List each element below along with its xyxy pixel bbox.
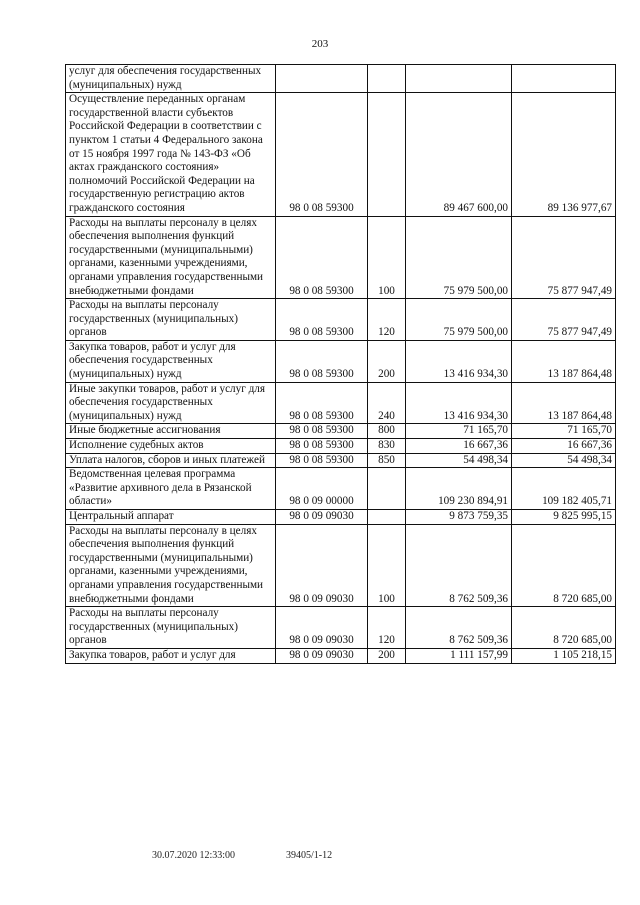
row-name-cell: Иные бюджетные ассигнования	[66, 424, 276, 439]
row-code-cell: 98 0 08 59300	[276, 340, 368, 382]
row-planned-sum-cell: 13 416 934,30	[406, 340, 512, 382]
row-planned-sum-cell: 8 762 509,36	[406, 524, 512, 607]
row-name-cell: Иные закупки товаров, работ и услуг для обеспечения государственных (муниципальных) нужд	[66, 382, 276, 424]
row-planned-sum-cell: 8 762 509,36	[406, 607, 512, 649]
row-type-cell: 200	[368, 340, 406, 382]
row-name-cell: Расходы на выплаты персоналу государственных (муниципальных) органов	[66, 607, 276, 649]
row-type-cell: 800	[368, 424, 406, 439]
row-planned-sum-cell	[406, 65, 512, 93]
table-row	[66, 299, 616, 341]
budget-table-body	[66, 65, 616, 664]
row-name-cell: Уплата налогов, сборов и иных платежей	[66, 453, 276, 468]
row-code-cell: 98 0 08 59300	[276, 439, 368, 454]
table-row	[66, 468, 616, 510]
row-executed-sum-cell: 8 720 685,00	[512, 607, 616, 649]
row-type-cell: 830	[368, 439, 406, 454]
row-code-cell: 98 0 08 59300	[276, 424, 368, 439]
table-row	[66, 510, 616, 525]
table-row	[66, 424, 616, 439]
row-name-cell: Осуществление переданных органам государственной власти субъектов Российской Федерации в соответствии с пунктом 1 статьи 4 Федерального закона от 15 ноября 1997 года № 143-ФЗ «Об актах гражданского состояния» полномочий Российской Федерации на государственную регистрацию актов гражданского состояния	[66, 93, 276, 216]
row-executed-sum-cell: 13 187 864,48	[512, 340, 616, 382]
row-name-cell: Расходы на выплаты персоналу в целях обеспечения выполнения функций государственными (муниципальными) органами, казенными учреждениями, органами управления государственными внебюджетными фондами	[66, 216, 276, 299]
table-row	[66, 93, 616, 216]
row-code-cell: 98 0 08 59300	[276, 453, 368, 468]
table-row	[66, 65, 616, 93]
row-type-cell: 200	[368, 648, 406, 663]
row-planned-sum-cell: 16 667,36	[406, 439, 512, 454]
row-type-cell: 120	[368, 299, 406, 341]
table-row	[66, 340, 616, 382]
row-executed-sum-cell: 54 498,34	[512, 453, 616, 468]
row-executed-sum-cell: 1 105 218,15	[512, 648, 616, 663]
row-planned-sum-cell: 109 230 894,91	[406, 468, 512, 510]
table-row	[66, 382, 616, 424]
row-type-cell	[368, 468, 406, 510]
row-executed-sum-cell: 109 182 405,71	[512, 468, 616, 510]
row-code-cell: 98 0 08 59300	[276, 382, 368, 424]
row-planned-sum-cell: 9 873 759,35	[406, 510, 512, 525]
row-type-cell	[368, 93, 406, 216]
row-name-cell: Центральный аппарат	[66, 510, 276, 525]
row-code-cell: 98 0 08 59300	[276, 93, 368, 216]
row-type-cell: 850	[368, 453, 406, 468]
row-name-cell: Ведомственная целевая программа «Развитие архивного дела в Рязанской области»	[66, 468, 276, 510]
row-name-cell: Закупка товаров, работ и услуг для	[66, 648, 276, 663]
row-planned-sum-cell: 89 467 600,00	[406, 93, 512, 216]
table-row	[66, 216, 616, 299]
row-name-cell: Расходы на выплаты персоналу в целях обеспечения выполнения функций государственными (муниципальными) органами, казенными учреждениями, органами управления государственными внебюджетными фондами	[66, 524, 276, 607]
footer-timestamp: 30.07.2020 12:33:00	[152, 850, 236, 861]
row-executed-sum-cell: 8 720 685,00	[512, 524, 616, 607]
row-name-cell: Закупка товаров, работ и услуг для обеспечения государственных (муниципальных) нужд	[66, 340, 276, 382]
row-code-cell: 98 0 08 59300	[276, 216, 368, 299]
row-code-cell: 98 0 09 00000	[276, 468, 368, 510]
table-row	[66, 648, 616, 663]
row-code-cell: 98 0 09 09030	[276, 648, 368, 663]
budget-table	[65, 64, 616, 664]
row-executed-sum-cell: 13 187 864,48	[512, 382, 616, 424]
table-row	[66, 524, 616, 607]
row-code-cell: 98 0 09 09030	[276, 607, 368, 649]
row-name-cell: услуг для обеспечения государственных (муниципальных) нужд	[66, 65, 276, 93]
row-executed-sum-cell: 9 825 995,15	[512, 510, 616, 525]
row-planned-sum-cell: 71 165,70	[406, 424, 512, 439]
row-executed-sum-cell: 89 136 977,67	[512, 93, 616, 216]
row-type-cell	[368, 65, 406, 93]
row-planned-sum-cell: 1 111 157,99	[406, 648, 512, 663]
row-type-cell: 100	[368, 216, 406, 299]
row-type-cell: 120	[368, 607, 406, 649]
table-row	[66, 439, 616, 454]
row-name-cell: Расходы на выплаты персоналу государственных (муниципальных) органов	[66, 299, 276, 341]
row-type-cell	[368, 510, 406, 525]
row-executed-sum-cell: 71 165,70	[512, 424, 616, 439]
table-row	[66, 453, 616, 468]
row-code-cell: 98 0 08 59300	[276, 299, 368, 341]
row-name-cell: Исполнение судебных актов	[66, 439, 276, 454]
row-executed-sum-cell	[512, 65, 616, 93]
row-code-cell	[276, 65, 368, 93]
row-type-cell: 240	[368, 382, 406, 424]
table-row	[66, 607, 616, 649]
row-executed-sum-cell: 75 877 947,49	[512, 299, 616, 341]
row-code-cell: 98 0 09 09030	[276, 510, 368, 525]
row-executed-sum-cell: 16 667,36	[512, 439, 616, 454]
row-executed-sum-cell: 75 877 947,49	[512, 216, 616, 299]
row-planned-sum-cell: 75 979 500,00	[406, 216, 512, 299]
row-type-cell: 100	[368, 524, 406, 607]
row-planned-sum-cell: 75 979 500,00	[406, 299, 512, 341]
row-planned-sum-cell: 13 416 934,30	[406, 382, 512, 424]
row-code-cell: 98 0 09 09030	[276, 524, 368, 607]
footer-document-id: 39405/1-12	[286, 850, 333, 861]
page-number: 203	[311, 38, 329, 50]
row-planned-sum-cell: 54 498,34	[406, 453, 512, 468]
